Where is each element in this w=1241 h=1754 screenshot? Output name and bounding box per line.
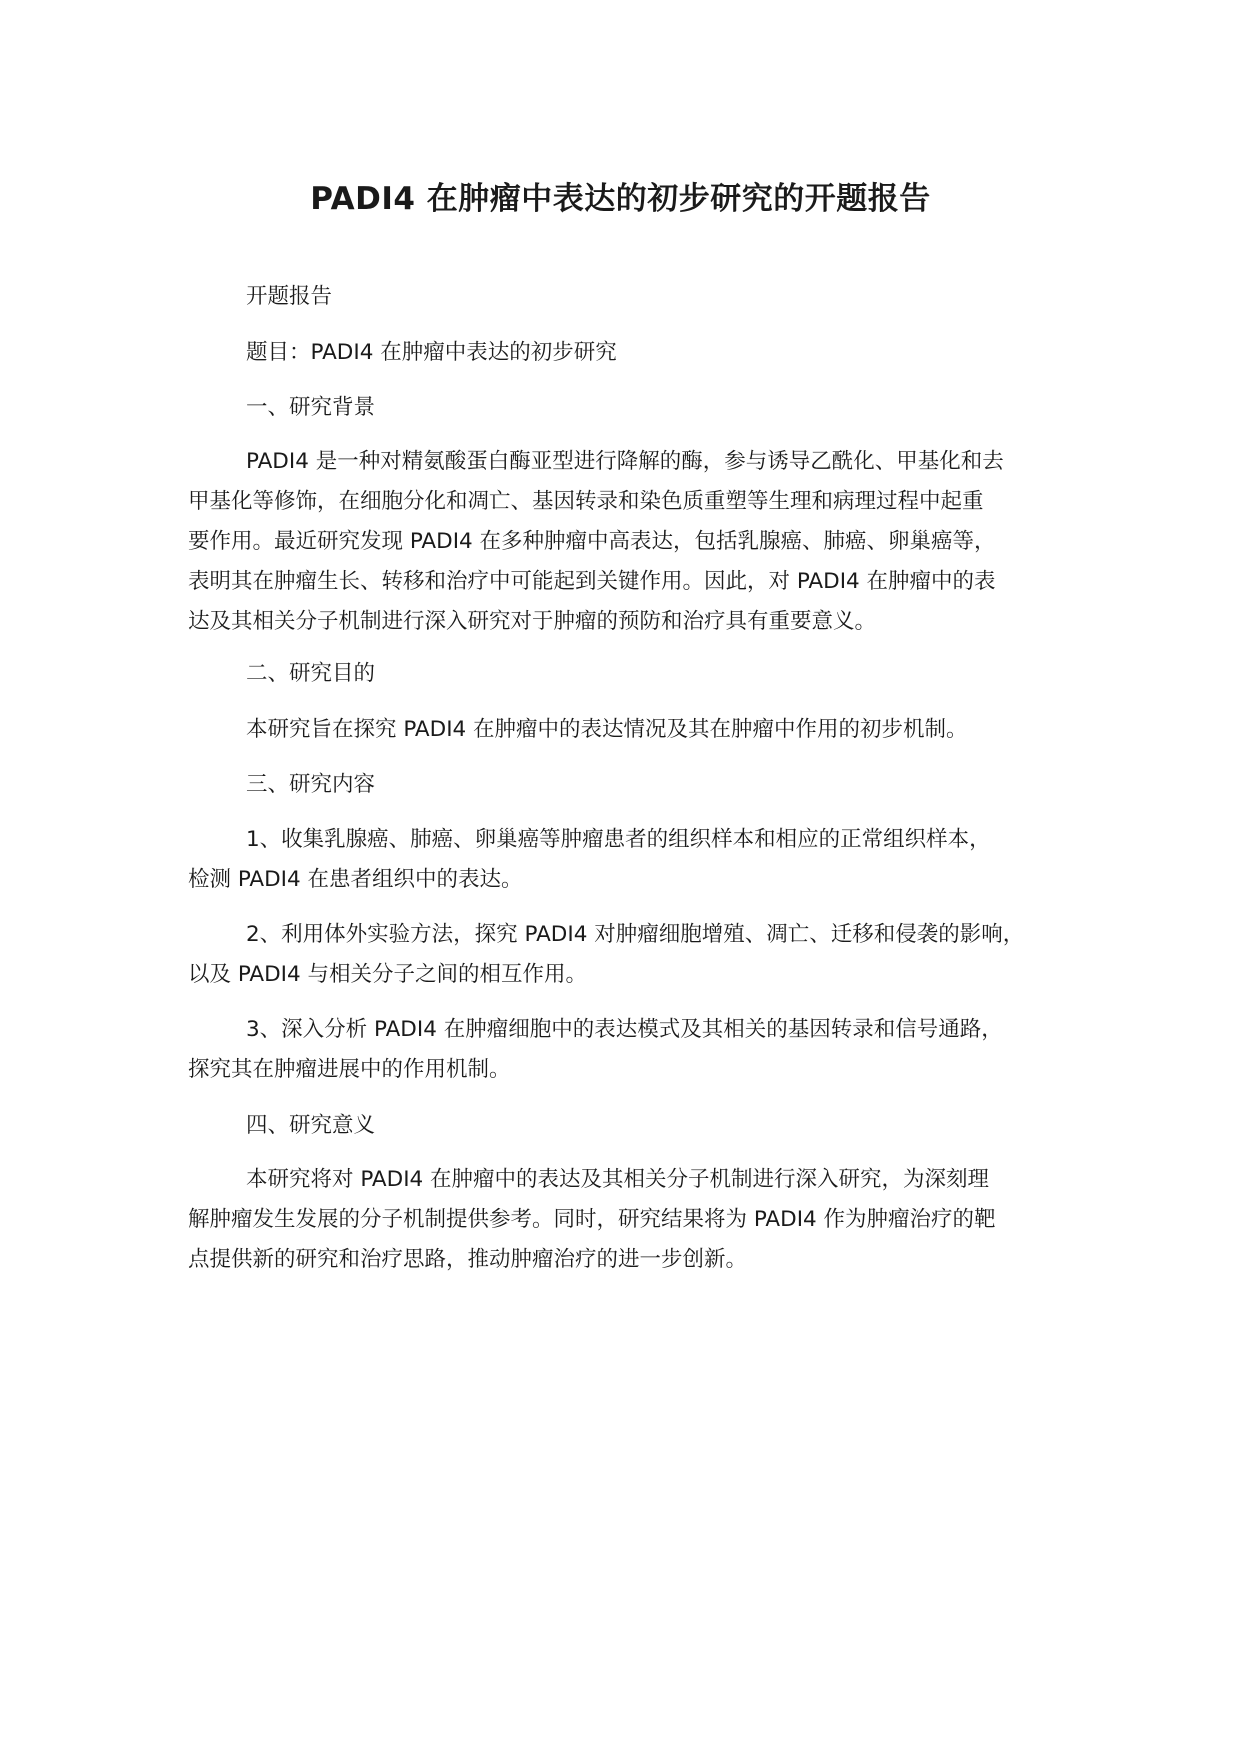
paragraph-line: 本研究将对 PADI4 在肿瘤中的表达及其相关分子机制进行深入研究，为深刻理 [246,1167,990,1192]
section-heading-significance: 四、研究意义 [246,1113,376,1138]
section-heading-purpose: 二、研究目的 [246,661,376,686]
paragraph-line: 探究其在肿瘤进展中的作用机制。 [188,1057,511,1082]
paragraph-line: 甲基化等修饰，在细胞分化和凋亡、基因转录和染色质重塑等生理和病理过程中起重 [188,489,984,514]
content-item-3 [188,1010,1054,1090]
paragraph-line: 3、深入分析 PADI4 在肿瘤细胞中的表达模式及其相关的基因转录和信号通路， [246,1017,1003,1042]
paragraph-line: 达及其相关分子机制进行深入研究对于肿瘤的预防和治疗具有重要意义。 [188,609,877,634]
purpose-paragraph: 本研究旨在探究 PADI4 在肿瘤中的表达情况及其在肿瘤中作用的初步机制。 [246,717,968,742]
background-paragraph [188,442,1054,642]
significance-paragraph [188,1160,1054,1280]
paragraph-line: 1、收集乳腺癌、肺癌、卵巢癌等肿瘤患者的组织样本和相应的正常组织样本， [246,827,991,852]
paragraph-line: 表明其在肿瘤生长、转移和治疗中可能起到关键作用。因此，对 PADI4 在肿瘤中的表 [188,569,996,594]
paragraph-line: 解肿瘤发生发展的分子机制提供参考。同时，研究结果将为 PADI4 作为肿瘤治疗的靶 [188,1207,996,1232]
content-item-2 [188,915,1054,995]
paragraph-line: PADI4 是一种对精氨酸蛋白酶亚型进行降解的酶，参与诱导乙酰化、甲基化和去 [246,449,1004,474]
paragraph-line: 点提供新的研究和治疗思路，推动肿瘤治疗的进一步创新。 [188,1247,748,1272]
paragraph-line: 2、利用体外实验方法，探究 PADI4 对肿瘤细胞增殖、凋亡、迁移和侵袭的影响， [246,922,1025,947]
document-title: PADI4 在肿瘤中表达的初步研究的开题报告 [310,181,931,217]
paragraph-line: 以及 PADI4 与相关分子之间的相互作用。 [188,962,588,987]
report-subject: 题目：PADI4 在肿瘤中表达的初步研究 [246,340,617,365]
paragraph-line: 要作用。最近研究发现 PADI4 在多种肿瘤中高表达，包括乳腺癌、肺癌、卵巢癌等， [188,529,996,554]
report-label: 开题报告 [246,284,333,309]
content-item-1 [188,820,1054,900]
section-heading-content: 三、研究内容 [246,772,376,797]
section-heading-background: 一、研究背景 [246,395,376,420]
paragraph-line: 检测 PADI4 在患者组织中的表达。 [188,867,523,892]
